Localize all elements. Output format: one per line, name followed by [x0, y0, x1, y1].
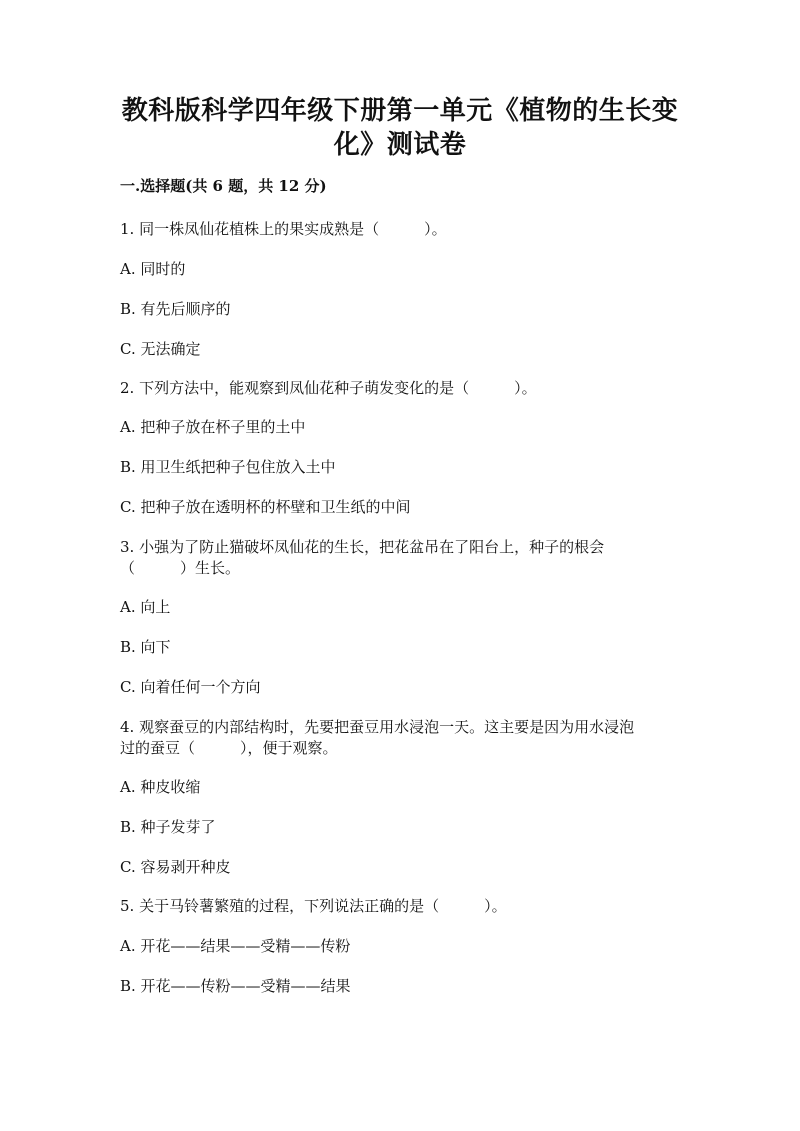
q3-option-a: A. 向上	[120, 598, 171, 616]
q2-option-c: C. 把种子放在透明杯的杯壁和卫生纸的中间	[120, 498, 411, 516]
question-2: 2. 下列方法中，能观察到凤仙花种子萌发变化的是（ ）。	[120, 379, 537, 397]
question-5: 5. 关于马铃薯繁殖的过程，下列说法正确的是（ ）。	[120, 897, 507, 915]
title-line-2: 化》测试卷	[333, 130, 467, 160]
document-title	[60, 94, 740, 162]
q1-option-a: A. 同时的	[120, 260, 186, 278]
q3-option-b: B. 向下	[120, 638, 171, 656]
q2-option-b: B. 用卫生纸把种子包住放入土中	[120, 458, 336, 476]
question-3-line-2: （ ）生长。	[120, 559, 241, 577]
question-1: 1. 同一株凤仙花植株上的果实成熟是（ ）。	[120, 220, 447, 238]
q1-option-b: B. 有先后顺序的	[120, 300, 231, 318]
q4-option-c: C. 容易剥开种皮	[120, 858, 231, 876]
question-3-line-1: 3. 小强为了防止猫破坏凤仙花的生长，把花盆吊在了阳台上，种子的根会	[120, 538, 605, 556]
q4-option-a: A. 种皮收缩	[120, 778, 201, 796]
section-heading: 一.选择题(共 6 题，共 12 分)	[120, 177, 327, 195]
title-line-1: 教科版科学四年级下册第一单元《植物的生长变	[121, 96, 679, 126]
q2-option-a: A. 把种子放在杯子里的土中	[120, 418, 306, 436]
question-4-line-2: 过的蚕豆（ ），便于观察。	[120, 739, 338, 757]
q4-option-b: B. 种子发芽了	[120, 818, 216, 836]
q1-option-c: C. 无法确定	[120, 340, 201, 358]
q5-option-b: B. 开花——传粉——受精——结果	[120, 977, 351, 995]
question-4-line-1: 4. 观察蚕豆的内部结构时，先要把蚕豆用水浸泡一天。这主要是因为用水浸泡	[120, 718, 635, 736]
q3-option-c: C. 向着任何一个方向	[120, 678, 261, 696]
q5-option-a: A. 开花——结果——受精——传粉	[120, 937, 351, 955]
